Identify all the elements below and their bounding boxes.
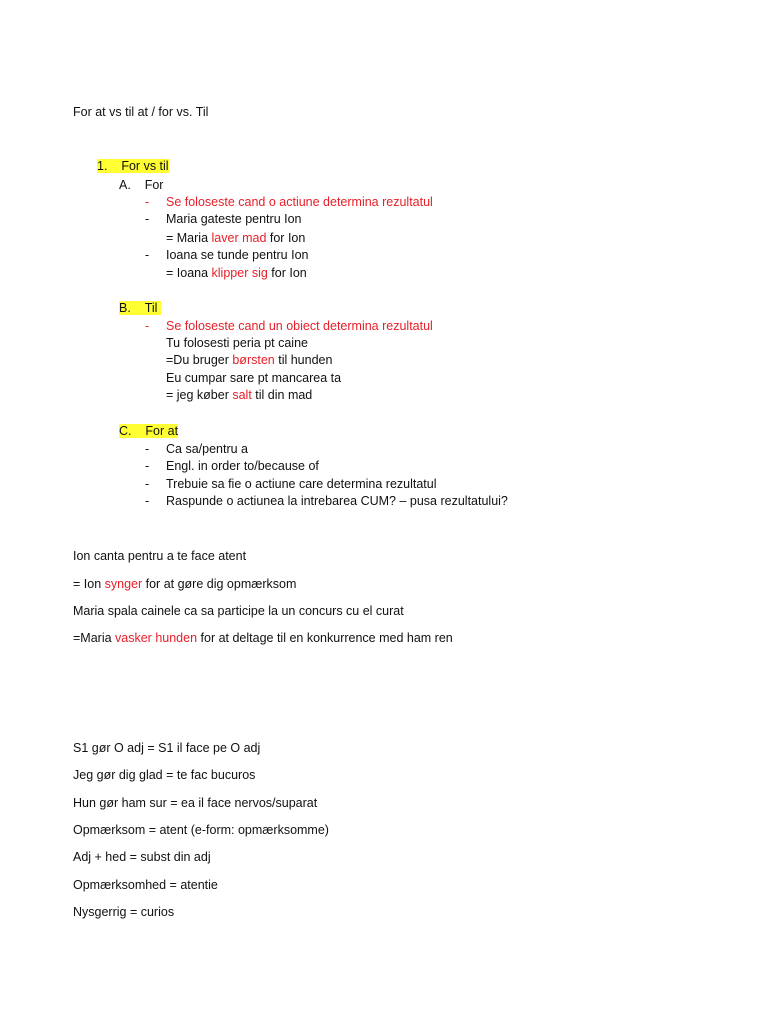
section-1-title: For vs til [121, 159, 169, 173]
vocab-line: Adj + hed = subst din adj [73, 850, 211, 864]
sub-c-heading [119, 423, 178, 439]
list-dash: - [145, 494, 150, 508]
vocab-line: S1 gør O adj = S1 il face pe O adj [73, 741, 261, 755]
section-1-number: 1. [97, 159, 108, 173]
list-item: =Du bruger børsten til hunden [166, 353, 333, 367]
sub-c-label: For at [145, 424, 179, 438]
example-line: Maria spala cainele ca sa participe la un concurs cu el curat [73, 604, 404, 618]
vocab-line: Opmærksom = atent (e-form: opmærksomme) [73, 823, 329, 837]
list-item: Eu cumpar sare pt mancarea ta [166, 371, 342, 385]
list-item: Tu folosesti peria pt caine [166, 336, 308, 350]
list-dash: - [145, 319, 150, 333]
sub-b-label: Til [144, 301, 158, 315]
danish-phrase: synger [104, 577, 143, 591]
section-1-heading [97, 158, 169, 174]
list-dash: - [145, 459, 150, 473]
example-line: Ion canta pentru a te face atent [73, 549, 247, 563]
list-dash: - [145, 248, 150, 262]
list-dash: - [145, 212, 150, 226]
list-item: Trebuie sa fie o actiune care determina rezultatul [166, 477, 437, 491]
list-item: Maria gateste pentru Ion [166, 212, 302, 226]
danish-phrase: klipper sig [211, 266, 268, 280]
example-line: = Ion synger for at gøre dig opmærksom [73, 577, 297, 591]
list-dash: - [145, 195, 150, 209]
sub-c-letter: C. [119, 424, 132, 438]
list-item: Se foloseste cand o actiune determina rezultatul [166, 195, 433, 209]
vocab-line: Jeg gør dig glad = te fac bucuros [73, 768, 256, 782]
list-item: Ioana se tunde pentru Ion [166, 248, 309, 262]
list-dash: - [145, 442, 150, 456]
vocab-line: Hun gør ham sur = ea il face nervos/suparat [73, 796, 318, 810]
list-item: Se foloseste cand un obiect determina rezultatul [166, 319, 433, 333]
list-item: = jeg køber salt til din mad [166, 388, 313, 402]
page-title: For at vs til at / for vs. Til [73, 105, 209, 119]
vocab-line: Nysgerrig = curios [73, 905, 175, 919]
list-item: = Maria laver mad for Ion [166, 231, 306, 245]
vocab-line: Opmærksomhed = atentie [73, 878, 218, 892]
list-dash: - [145, 477, 150, 491]
list-item: Raspunde o actiunea la intrebarea CUM? – pusa rezultatului? [166, 494, 508, 508]
list-item: Ca sa/pentru a [166, 442, 248, 456]
list-item: Engl. in order to/because of [166, 459, 319, 473]
sub-a-label: For [144, 178, 164, 192]
sub-b-letter: B. [119, 301, 131, 315]
danish-phrase: laver mad [211, 231, 267, 245]
danish-phrase: børsten [232, 353, 275, 367]
danish-phrase: salt [232, 388, 252, 402]
sub-b-heading [119, 300, 161, 316]
sub-a-heading [119, 177, 163, 193]
example-line: =Maria vasker hunden for at deltage til en konkurrence med ham ren [73, 631, 453, 645]
danish-phrase: vasker hunden [115, 631, 198, 645]
sub-a-letter: A. [119, 178, 131, 192]
list-item: = Ioana klipper sig for Ion [166, 266, 307, 280]
